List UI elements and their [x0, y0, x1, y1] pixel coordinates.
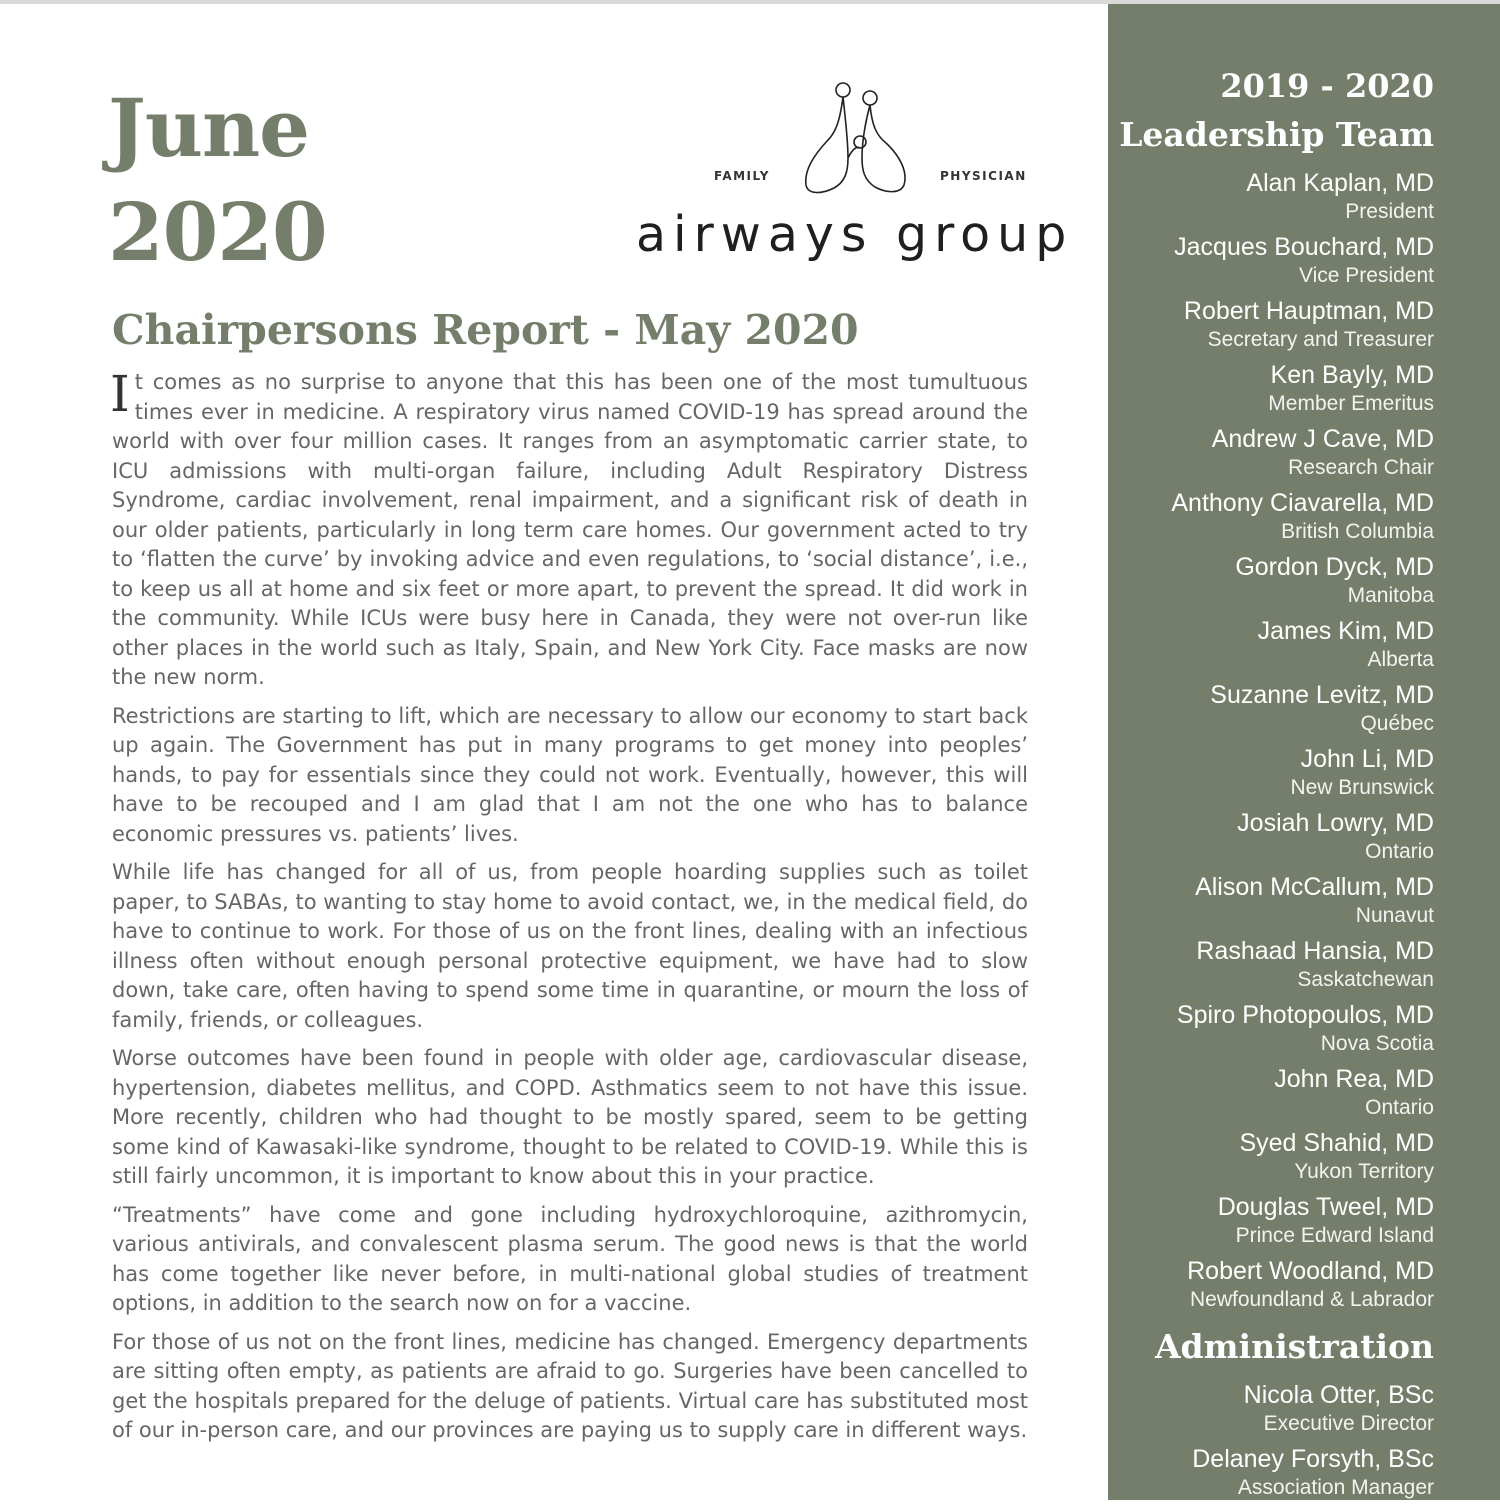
logo-tag-family: FAMILY — [714, 169, 770, 183]
member-role: Member Emeritus — [1268, 392, 1434, 415]
leadership-team-heading: Leadership Team — [1119, 115, 1434, 154]
paragraph-5: “Treatments” have come and gone including hydroxychloroquine, azithromycin, various antivirals, and convalescent plasma serum. The good news is that the world has come together like never before, in multi-national global studies of treatment options, in addition to the search now on for a vaccine. — [112, 1202, 1028, 1315]
member-name: Alison McCallum, MD — [1195, 873, 1434, 901]
admin-name: Nicola Otter, BSc — [1243, 1381, 1434, 1409]
paragraph-1-text: t comes as no surprise to anyone that this has been one of the most tumultuous times ever in medicine. A respiratory virus named COVID-19 has spread around the world with over four million cases. It ranges from an asymptomatic carrier state, to ICU admissions with multi-organ failure, including Adult Respiratory Distress Syndrome, cardiac involvement, renal impairment, and a significant risk of death in our older patients, particularly in long term care homes. Our government acted to try to ‘flatten the curve’ by invoking advice and even regulations, to ‘social distance’, i.e., to keep us all at home and six feet or more apart, to prevent the spread. It did work in the community. While ICUs were busy here in Canada, they were not over-run like other places in the world such as Italy, Spain, and New York City. Face masks are now the new norm. — [112, 370, 1028, 689]
drop-cap: I — [110, 365, 130, 423]
member-role: Secretary and Treasurer — [1207, 328, 1434, 351]
issue-month: June — [108, 81, 310, 175]
member-role: Prince Edward Island — [1235, 1224, 1434, 1247]
paragraph-6: For those of us not on the front lines, medicine has changed. Emergency departments are sitting often empty, as patients are afraid to go. Surgeries have been cancelled to get the hospitals prepared for the deluge of patients. Virtual care has substituted most of our in-person care, and our provinces are paying us to supply care in different ways. — [112, 1329, 1028, 1442]
member-entry — [1171, 1256, 1434, 1320]
member-entry — [1171, 1000, 1434, 1064]
member-name: John Li, MD — [1300, 745, 1434, 773]
administration-list — [1192, 1380, 1434, 1508]
member-entry — [1171, 680, 1434, 744]
member-name: Andrew J Cave, MD — [1211, 425, 1434, 453]
member-role: Nova Scotia — [1320, 1032, 1434, 1055]
member-entry — [1171, 1128, 1434, 1192]
sidebar-year-range: 2019 - 2020 — [1220, 67, 1434, 105]
logo-wordmark: airways group — [636, 206, 1074, 263]
member-role: Saskatchewan — [1297, 968, 1434, 991]
member-name: Rashaad Hansia, MD — [1196, 937, 1434, 965]
member-entry — [1171, 552, 1434, 616]
paragraph-4: Worse outcomes have been found in people with older age, cardiovascular disease, hypertension, diabetes mellitus, and COPD. Asthmatics seem to not have this issue. More recently, children who had thought to be mostly spared, seem to be getting some kind of Kawasaki-like syndrome, thought to be related to COVID-19. While this is still fairly uncommon, it is important to know about this in your practice. — [112, 1046, 1028, 1188]
member-entry — [1171, 360, 1434, 424]
logo-tag-physician: PHYSICIAN — [940, 169, 1027, 183]
member-role: British Columbia — [1281, 520, 1434, 543]
paragraph-1 — [110, 365, 1028, 693]
admin-entry — [1192, 1444, 1434, 1508]
admin-role: Association Manager — [1237, 1476, 1434, 1499]
member-entry — [1171, 296, 1434, 360]
member-role: Manitoba — [1347, 584, 1434, 607]
paragraph-2: Restrictions are starting to lift, which are necessary to allow our economy to start back up again. The Government has put in many programs to get money into peoples’ hands, to pay for essentials since they could not work. Eventually, however, this will have to be recouped and I am glad that I am not the one who has to balance economic pressures vs. patients’ lives. — [112, 703, 1028, 846]
member-role: New Brunswick — [1290, 776, 1434, 799]
admin-name: Delaney Forsyth, BSc — [1192, 1445, 1434, 1473]
admin-entry — [1192, 1380, 1434, 1444]
member-entry — [1171, 744, 1434, 808]
member-name: Anthony Ciavarella, MD — [1171, 489, 1434, 517]
member-entry — [1171, 1192, 1434, 1256]
member-name: Jacques Bouchard, MD — [1174, 233, 1434, 261]
member-name: Alan Kaplan, MD — [1246, 169, 1434, 197]
member-name: Ken Bayly, MD — [1270, 361, 1434, 389]
member-role: Nunavut — [1355, 904, 1434, 927]
member-name: Gordon Dyck, MD — [1235, 553, 1434, 581]
airways-group-logo — [632, 80, 1082, 270]
member-entry — [1171, 232, 1434, 296]
paragraph-3: While life has changed for all of us, from people hoarding supplies such as toilet paper, to SABAs, to wanting to stay home to avoid contact, we, in the medical field, do have to continue to work. For those of us on the front lines, dealing with an infectious illness often without enough personal protective equipment, we have had to slow down, take care, often having to spend some time in quarantine, or mourn the loss of family, friends, or colleagues. — [112, 860, 1028, 1032]
admin-role: Executive Director — [1263, 1412, 1434, 1435]
issue-date — [108, 76, 327, 284]
member-role: President — [1345, 200, 1434, 223]
member-name: John Rea, MD — [1274, 1065, 1434, 1093]
member-role: Research Chair — [1288, 456, 1434, 479]
member-entry — [1171, 872, 1434, 936]
member-entry — [1171, 1064, 1434, 1128]
lungs-logo-icon — [800, 80, 910, 200]
report-body — [110, 365, 1028, 1500]
member-entry — [1171, 616, 1434, 680]
issue-year: 2020 — [108, 185, 327, 279]
member-name: Josiah Lowry, MD — [1237, 809, 1434, 837]
member-entry — [1171, 488, 1434, 552]
administration-heading: Administration — [1154, 1327, 1434, 1366]
member-name: Robert Woodland, MD — [1187, 1257, 1434, 1285]
member-name: James Kim, MD — [1257, 617, 1434, 645]
member-role: Ontario — [1365, 1096, 1434, 1119]
member-role: Alberta — [1367, 648, 1434, 671]
member-role: Ontario — [1365, 840, 1434, 863]
member-role: Yukon Territory — [1294, 1160, 1434, 1183]
member-name: Spiro Photopoulos, MD — [1176, 1001, 1434, 1029]
report-title: Chairpersons Report - May 2020 — [112, 306, 859, 354]
member-entry — [1171, 424, 1434, 488]
member-name: Syed Shahid, MD — [1239, 1129, 1434, 1157]
leadership-list — [1171, 168, 1434, 1320]
member-name: Douglas Tweel, MD — [1217, 1193, 1434, 1221]
member-role: Québec — [1360, 712, 1434, 735]
member-entry — [1171, 936, 1434, 1000]
member-entry — [1171, 808, 1434, 872]
member-role: Vice President — [1298, 264, 1434, 287]
member-entry — [1171, 168, 1434, 232]
member-name: Suzanne Levitz, MD — [1210, 681, 1434, 709]
leadership-sidebar — [1108, 4, 1500, 1500]
member-role: Newfoundland & Labrador — [1189, 1288, 1434, 1311]
member-name: Robert Hauptman, MD — [1183, 297, 1434, 325]
